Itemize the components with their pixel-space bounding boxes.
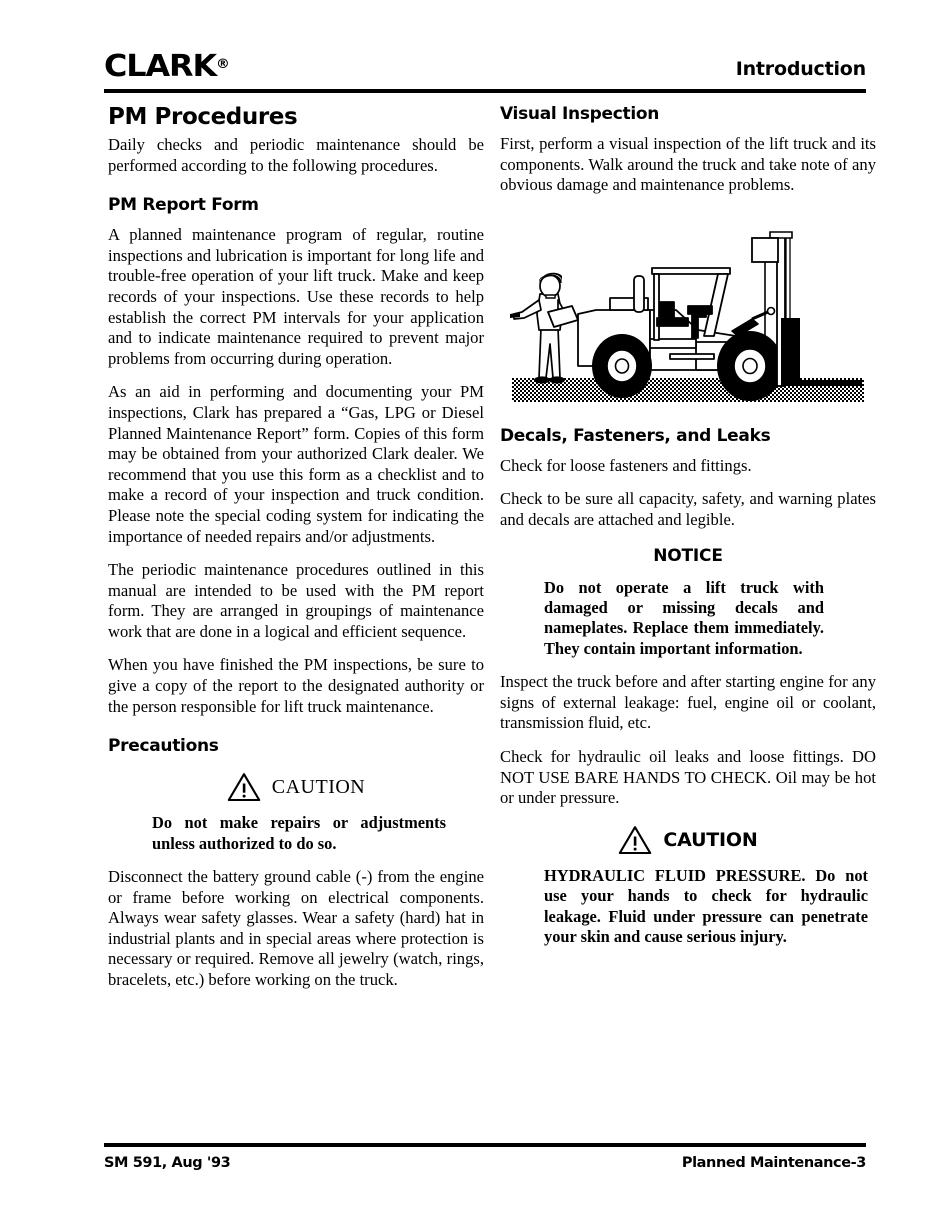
- caution-header-right: [500, 825, 876, 855]
- notice-label: NOTICE: [653, 545, 723, 566]
- heading-visual-inspection: Visual Inspection: [500, 104, 660, 124]
- paragraph-report-form-3: The periodic maintenance procedures outlined in this manual are intended to be used with the PM report form. They are arranged in groupings of maintenance work that are done in a logical and efficient sequence.: [108, 560, 484, 641]
- warning-triangle-icon: [227, 772, 261, 802]
- page-title: PM Procedures: [108, 104, 298, 130]
- paragraph-leaks-2: Check for hydraulic oil leaks and loose fittings. DO NOT USE BARE HANDS TO CHECK. Oil may be hot or under pressure.: [500, 746, 876, 808]
- notice-body: Do not operate a lift truck with damaged or missing decals and nameplates. Replace them immediately. They contain important information.: [544, 577, 824, 658]
- paragraph-report-form-1: A planned maintenance program of regular, routine inspections and lubrication is important for long life and trouble-free operation of your lift truck. Make and keep records of your inspections. Use these records to help establish the correct PM intervals for your application and to indicate maintenance required to prevent major problems from occurring during operation.: [108, 225, 484, 368]
- paragraph-visual-1: First, perform a visual inspection of the lift truck and its components. Walk around the truck and take note of any obvious damage and maintenance problems.: [500, 134, 876, 195]
- footer-document-id: SM 591, Aug '93: [104, 1155, 231, 1171]
- paragraph-decals-1: Check for loose fasteners and fittings.: [500, 455, 752, 475]
- paragraph-report-form-2: As an aid in performing and documenting your PM inspections, Clark has prepared a “Gas, LPG or Diesel Planned Maintenance Report” form. Copies of this form may be obtained from your authorized Clark dealer. We recommend that you use this form as a checklist and to make a record of your inspection and truck condition. Please note the special coding system for indicating the importance of needed repairs and/or adjustments.: [108, 382, 484, 546]
- intro-paragraph: Daily checks and periodic maintenance should be performed according to the following procedures.: [108, 135, 484, 175]
- right-column: [500, 104, 876, 960]
- caution-label-right: CAUTION: [663, 828, 758, 851]
- caution-body-right: HYDRAULIC FLUID PRESSURE. Do not use your hands to check for hydraulic leakage. Fluid under pressure can penetrate your skin and cause serious injury.: [544, 865, 868, 946]
- header-chapter-title: Introduction: [735, 58, 866, 80]
- forklift-illustration: [500, 218, 876, 408]
- footer-page-label: Planned Maintenance-3: [681, 1155, 866, 1171]
- heading-precautions: Precautions: [108, 736, 219, 757]
- forklift-illustration-svg: [500, 218, 876, 408]
- paragraph-report-form-4: When you have finished the PM inspections, be sure to give a copy of the report to the designated authority or the person responsible for lift truck maintenance.: [108, 655, 484, 716]
- rear-wheel: [592, 334, 652, 398]
- caution-header-left: [108, 772, 484, 802]
- heading-pm-report-form: PM Report Form: [108, 195, 259, 216]
- front-wheel: [717, 331, 783, 401]
- warning-triangle-icon: [618, 825, 652, 855]
- paragraph-decals-2: Check to be sure all capacity, safety, and warning plates and decals are attached and legible.: [500, 489, 876, 529]
- clark-logo: [104, 49, 230, 84]
- clark-logo-trademark: ®: [216, 57, 230, 72]
- clark-logo-text: CLARK: [104, 49, 217, 84]
- caution-label-left: CAUTION: [271, 776, 366, 799]
- left-column: [108, 104, 484, 991]
- caution-body-left: Do not make repairs or adjustments unless authorized to do so.: [152, 813, 446, 853]
- paragraph-leaks-1: Inspect the truck before and after starting engine for any signs of external leakage: fuel, engine oil or coolant, transmission fluid, etc.: [500, 672, 876, 733]
- inspector-person: [510, 273, 578, 384]
- header-rule: [104, 89, 866, 93]
- page-footer: [104, 1153, 866, 1175]
- paragraph-precautions-1: Disconnect the battery ground cable (-) from the engine or frame before working on electrical components. Always wear safety glasses. Wear a safety (hard) hat in industrial plants and in special areas where protection is necessary or required. Remove all jewelry (watch, rings, bracelets, etc.) before working on the truck.: [108, 867, 484, 990]
- heading-decals-fasteners-leaks: Decals, Fasteners, and Leaks: [500, 425, 771, 446]
- footer-rule: [104, 1143, 866, 1147]
